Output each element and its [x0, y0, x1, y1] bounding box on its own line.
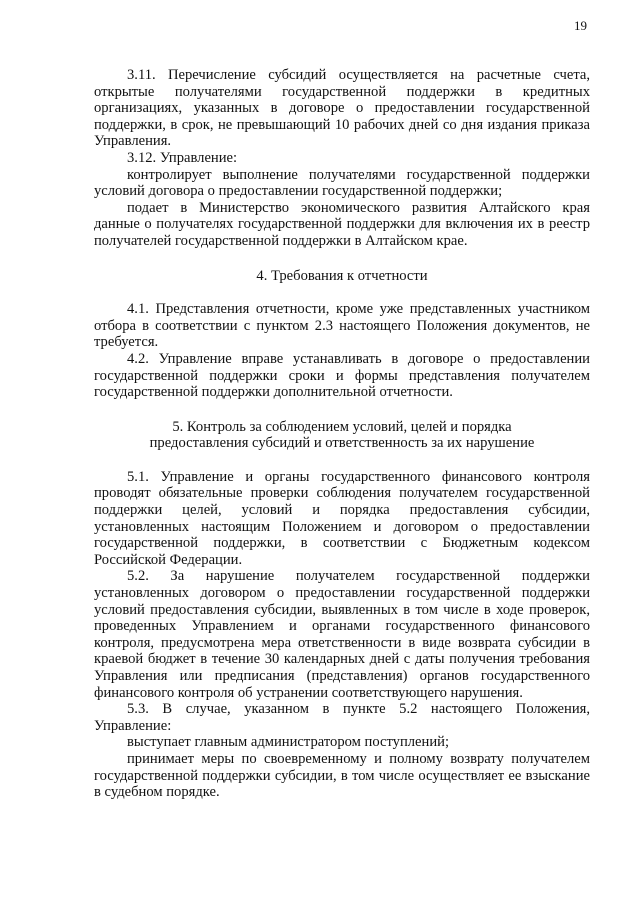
paragraph-4-2: 4.2. Управление вправе устанавливать в договоре о предоставлении государственной поддержки сроки и формы представления получателем государственной поддержки дополнительной отчетности.	[94, 350, 590, 401]
section-5-heading	[94, 419, 590, 452]
paragraph-admin: выступает главным администратором поступлений;	[127, 734, 450, 751]
paragraph-5-3: 5.3. В случае, указанном в пункте 5.2 настоящего Положения, Управление:	[94, 701, 590, 734]
paragraph-4-1: 4.1. Представления отчетности, кроме уже представленных участником отбора в соответствии с пунктом 2.3 настоящего Положения документов, не требуется.	[94, 301, 590, 351]
paragraph-measures: принимает меры по своевременному и полному возврату получателем государственной поддержки субсидии, в том числе осуществляет ее взыскание в судебном порядке.	[94, 750, 590, 801]
paragraph-3-11: 3.11. Перечисление субсидий осуществляется на расчетные счета, открытые получателями государственной поддержки в кредитных организациях, указанных в договоре о предоставлении государственной поддержки, в срок, не превышающий 10 рабочих дней со дня издания приказа Управления.	[94, 67, 590, 150]
section-5-heading-line-1: 5. Контроль за соблюдением условий, целей и порядка	[172, 418, 512, 435]
paragraph-5-2: 5.2. За нарушение получателем государственной поддержки установленных договором о предоставлении государственной поддержки условий предоставления субсидии, выявленных в том числе в ходе проверок, проведенных Управлением и органами государственного финансового контроля, предусмотрена мера ответственности в виде возврата субсидии в краевой бюджет в течение 30 календарных дней с даты получения требования Управления или предписания (представления) органов государственного финансового контроля об устранении соответствующего нарушения.	[94, 568, 590, 701]
paragraph-5-1: 5.1. Управление и органы государственного финансового контроля проводят обязательные проверки соблюдения получателем государственной поддержки целей, условий и порядка предоставления субсидии, установленных настоящим Положением и договором о предоставлении государственной поддержки, в соответствии с Бюджетным кодексом Российской Федерации.	[94, 468, 590, 568]
section-4-heading: 4. Требования к отчетности	[256, 267, 428, 284]
paragraph-control: контролирует выполнение получателями государственной поддержки условий договора о предоставлении государственной поддержки;	[94, 166, 590, 200]
section-5-heading-line-2: предоставления субсидий и ответственность за их нарушение	[149, 435, 535, 452]
page-number: 19	[574, 18, 587, 33]
document-body	[94, 67, 590, 801]
paragraph-submit-data: подает в Министерство экономического развития Алтайского края данные о получателях государственной поддержки для включения их в реестр получателей государственной поддержки в Алтайском крае.	[94, 199, 590, 249]
paragraph-3-12: 3.12. Управление:	[127, 149, 238, 166]
